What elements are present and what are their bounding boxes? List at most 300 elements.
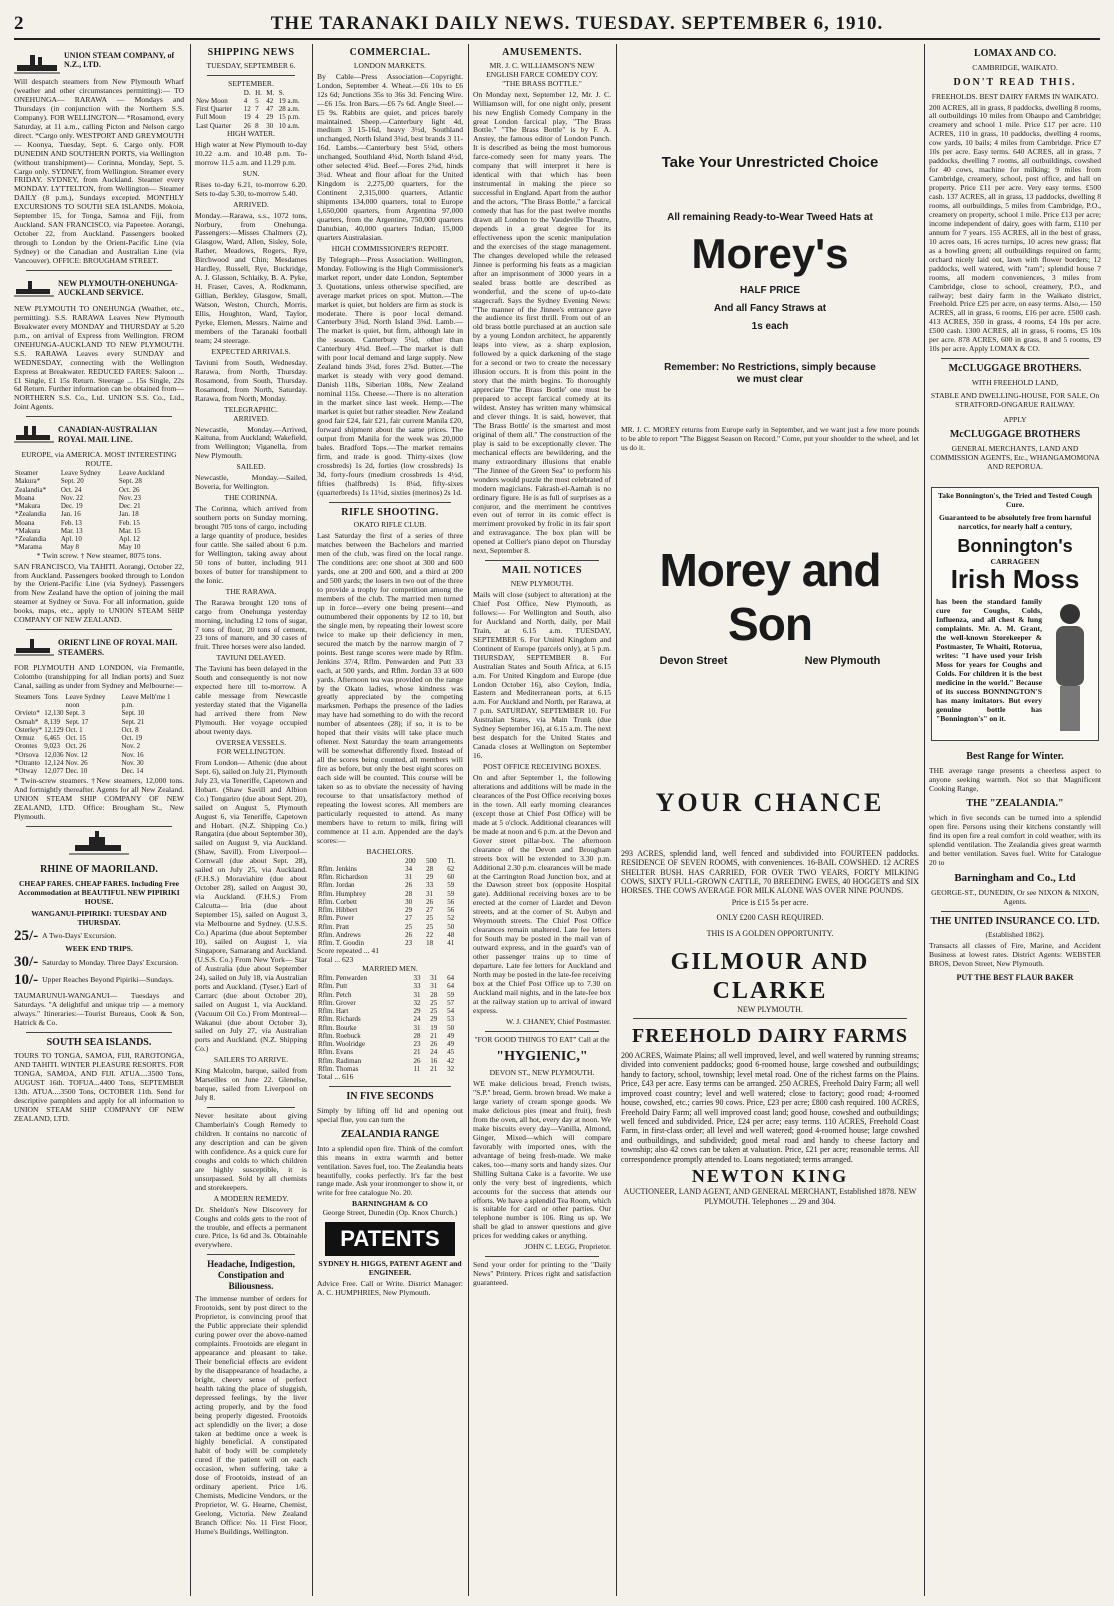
table-header-row (14, 693, 184, 710)
divider (941, 358, 1089, 359)
table-cell: *Makura (15, 502, 41, 511)
table-cell: *Otranto (15, 758, 40, 767)
good-things-line: "FOR GOOD THINGS TO EAT" Call at the (474, 1034, 610, 1044)
table-header-cell: M. (266, 88, 275, 97)
page-number: 2 (14, 13, 25, 34)
table-cell: 19 a.m. (278, 96, 300, 105)
table-cell: Full Moon (196, 113, 226, 122)
table-cell: 54 (447, 1007, 455, 1016)
canadian-sailings-table (14, 469, 184, 552)
table-cell: *Zealandia (15, 510, 47, 519)
bonnington-irish-moss: Irish Moss (950, 564, 1080, 595)
divider (207, 75, 295, 76)
table-cell: Rflm. Hart (318, 1007, 349, 1016)
rhine-heading: RHINE OF MAORILAND. (40, 864, 158, 876)
table-header-cell: Tons (44, 692, 58, 701)
table-cell: 25 (426, 922, 434, 931)
table-cell: Oct. 24 (60, 485, 82, 494)
table-cell: Osterley* (15, 725, 43, 734)
mccluggage-heading-2: McCLUGGAGE BROTHERS (949, 428, 1081, 440)
five-seconds-heading: IN FIVE SECONDS (346, 1091, 434, 1103)
hc-report-body: By Telegraph—Press Association. Wellington, Monday. Following is the High Commissioner's market report, under date London, September 3. Quotations, unless otherwise specified, are average market prices on spot. Mutton.—The market is quiet, but holders are firm as stock is moderate. There is poor local demand. Canterbury 3¾d, North Island 3⅝d. Lamb.—The market is quiet, but firm, although late in the season. Canterbury 5¼d, other than Canterbury 4¾d. Beef.—The market is dull with poor local demand and large supply. New Zealand hinds 3¼d, fores 2⅞d. Butter.—The market is steady with very good demand. Danish 118s, Siberian 108s, New Zealand nominal 115s. Cheese.—There is no alteration in the market since last week. Hemp.—The market is quiet but rather steadier. New Zealand good fair £24, fair £21, fair current Manila £20, forward shipment about the same prices. The output from Manila for the week was 20,000 bales. Bradford Tops.—The market remains firm, and trade is good. Thirty-sixes (low crossbreds) 1s 2d, forties (low crossbreds) 1s 3d, forty-fours (medium crossbreds 1s 4½d, fifties (halfbreds) 1s 8¼d, fifty-sixes (quarterbreds) 1s 11½d, sixties (merinos) 2s 1d. (317, 254, 463, 497)
table-cell: Orvieto* (15, 709, 40, 718)
table-cell: 64 (447, 982, 455, 991)
london-markets-heading: LONDON MARKETS. (353, 60, 427, 70)
table-row (317, 881, 463, 889)
modern-remedy-heading: A MODERN REMEDY. (213, 1193, 289, 1203)
bonnington-guarantee: Guaranteed to be absolutely free from harmful narcotics, for nearly half a century, (939, 513, 1091, 532)
table-cell: Sept. 21 (121, 717, 145, 726)
fare-price: 30/- (14, 954, 39, 971)
column-commercial (317, 44, 463, 1596)
table-cell: 24 (413, 1015, 421, 1024)
okato-body: Last Saturday the first of a series of three matches between the Bachelors and married men of the club, was fired on the local range. The conditions are: one shoot at 300 and 600 yards, one at 200 and 600, and a third at 200 and 500 yards; the losers in two out of the three to provide a trophy for competition among the members of the club. The married men turned up in force—every one being present—and outnumbered their opponents by 12 to 10, but the single men, by repeating their lowest score twice to make up their deficiency in men, secured the match by the narrow margin of 7 points. Best range scores were made by Rflm. Jenkins 37/4, Rflm. Penwarden and Putt 33 each, at 500 yards, and Rflm. Jordan 33 at 600 yards. Afternoon tea was provided on the range by the Okato ladies, whose kindness was greatly appreciated by the competing marksmen. Perhaps the presence of the ladies may have had something to do with the record number of absentees (28); if so, it is to be hoped that their visits will take place much oftener. Next Saturday the team arrangements will be somewhat differently fixed. Instead of all the scores being counted, all members will fire as before, but only the best eight scores on each side will be counted. This course will be taken so as to obviate the necessity of having recourse to that unsatisfactory method of repeating the lowest scores. All members are particularly requested to attend. As many members have to return to milk, firing will commence at 11 a.m. Appended are the day's scores:— (317, 531, 463, 845)
rifle-shooting-heading: RIFLE SHOOTING. (341, 506, 439, 518)
table-cell: Oct. 19 (121, 734, 143, 743)
mccluggage-line1: WITH FREEHOLD LAND, (971, 377, 1059, 387)
table-cell: 33 (413, 982, 421, 991)
table-row (317, 1015, 463, 1023)
column-land-ads (929, 44, 1101, 1596)
table-cell: 10 a.m. (278, 121, 300, 130)
table-cell: 28 (413, 1031, 421, 1040)
okato-heading: OKATO RIFLE CLUB. (353, 520, 427, 530)
mail-notices-subheading: NEW PLYMOUTH. (510, 579, 574, 589)
table-cell: 26 (405, 881, 413, 890)
table-cell: 12,077 (44, 767, 64, 776)
table-cell: 24 (430, 1048, 438, 1057)
table-row (317, 1048, 463, 1056)
table-row (14, 709, 184, 717)
bachelors-heading: BACHELORS. (366, 846, 414, 856)
best-range-name: THE "ZEALANDIA." (966, 798, 1064, 810)
bonnington-top: Take Bonnington's, the Tried and Tested Cough Cure. (937, 491, 1093, 510)
canadian-line-heading: CANADIAN-AUSTRALIAN ROYAL MAIL LINE. (58, 425, 158, 444)
divider (26, 629, 172, 630)
freehold-dairy-heading: FREEHOLD DAIRY FARMS (632, 1025, 908, 1048)
hygienic-address: DEVON ST., NEW PLYMOUTH. (489, 1068, 595, 1078)
table-cell: 59 (447, 889, 455, 898)
table-cell: Rflm. Woolridge (318, 1040, 366, 1049)
canadian-body: SAN FRANCISCO, Via TAHITI. Aorangi, October 22, from Auckland. Passengers booked through to London by the Orient-Pacific Line (via Sydney). Passengers from New Zealand have the option of joining the mail steamer at Sydney or Suva. For all information, guide books, maps, etc., apply to UNION STEAM SHIP COMPANY OF NEW ZEALAND. (14, 561, 184, 625)
table-row (317, 890, 463, 898)
united-insurance-established: (Established 1862). (985, 930, 1045, 940)
fare-price: 25/- (14, 927, 39, 944)
riverboat-icon (14, 831, 184, 860)
table-row (317, 898, 463, 906)
table-cell: 27 (405, 914, 413, 923)
patents-agent: SYDNEY H. HIGGS, PATENT AGENT and ENGINEER. (318, 1259, 462, 1278)
table-cell: 5 (255, 96, 259, 105)
best-range-body-2: which in five seconds can be turned into a splendid open fire. Persons using their kitchens constantly will find its open fire a real comfort in cold weather, with its splendid ventilation. The Zealandia gives great warmth and better ventilation. Saves fuel. Write for Catalogue 20 to (929, 812, 1101, 867)
morey-hats-ad (621, 154, 919, 668)
divider (207, 1107, 295, 1108)
bachelors-score-table (317, 857, 463, 948)
table-row (14, 718, 184, 726)
table-cell: 12 (243, 105, 251, 114)
table-cell: 12,130 (44, 709, 64, 718)
table-cell: Apl. 10 (60, 535, 82, 544)
september-heading: SEPTEMBER. (228, 78, 274, 88)
table-cell: May 10 (118, 543, 141, 552)
table-cell: 50 (447, 1023, 455, 1032)
moon-phase-table (195, 89, 307, 130)
table-row (317, 1024, 463, 1032)
table-header-cell: Steamers (15, 692, 41, 701)
table-cell: Osmah* (15, 717, 39, 726)
table-row (14, 519, 184, 527)
table-cell: 26 (405, 930, 413, 939)
newton-king-sub: AUCTIONEER, LAND AGENT, AND GENERAL MERCHANT, Established 1878. NEW PLYMOUTH. Telephones ... 29 and 304. (623, 1187, 917, 1206)
table-row (317, 1040, 463, 1048)
table-row (317, 982, 463, 990)
table-cell: Last Quarter (196, 121, 232, 130)
canadian-line-ad (14, 421, 184, 448)
sun-heading: SUN. (242, 168, 260, 178)
table-cell: Nov. 16 (121, 750, 144, 759)
column-rule (468, 44, 469, 1596)
table-header-row (317, 857, 463, 865)
morey-address (621, 655, 919, 668)
hygienic-proprietor: JOHN C. LEGG, Proprietor. (524, 1242, 611, 1252)
hygienic-name: "HYGIENIC," (496, 1048, 588, 1064)
telegraphic-arrived-heading: ARRIVED. (233, 413, 269, 423)
northern-service-ad (14, 275, 184, 302)
table-cell: First Quarter (196, 105, 232, 114)
divider (485, 560, 599, 561)
table-cell: Rflm. T. Goodin (318, 939, 365, 948)
barningham-address: George Street, Dunedin (Op. Knox Church.) (322, 1208, 458, 1218)
table-cell: Nov. 2 (121, 742, 141, 751)
morey-name: Morey's (691, 230, 849, 278)
printing-notice: Send your order for printing to the "Daily News" Printery. Prices right and satisfaction guaranteed. (473, 1260, 611, 1288)
brass-bottle-body: On Monday next, September 12, Mr. J. C. Williamson will, for one night only, present his new English Comedy Company in the great London farcical play, "The Brass Bottle." "The Brass Bottle" is by F. A. Anstey, the famous editor of London Punch. It is described as being the most humorous farce-comedy seen for many years. The company that will interpret it here is identical with that which has been instrumental in making the piece so successful in England. Apart from the author and the actors, "The Brass Bottle," a farcical comedy that has for the past twelve months drawn all London to the Vaudeville Theatre, depends in a great degree for its effectiveness upon the scenic manipulation and the exercises of the stage management. The changes developed while the released Jinnee is performing his feats as a magician after an imprisonment of 3000 years in a sealed brass bottle are described as wonderful, and the scene of up-to-date stagecraft. Says the Sydney Evening News: "The manner of the Jinnee's entrance gave the audience its first thrill. From out of an old brass bottle purchased at an auction sale by a young London architect, he apparently leaps into view, as a sharp explosion, followed by a quick darkening of the stage for a second or two to create the necessary illusion occurs. It is from this point in the story that the mirth begins. To thoroughly appreciate 'The Brass Bottle' one must be prepared to accept farcical comedy at its wildest. Anstey has written many whimsical and clever things. It is said, however, that 'The Brass Bottle' is the smartest and most original of them all." The construction of the play is said to be exceptionally clever. The mechanical effects are bewildering, and the many extraordinary illusions that enable "The Jinnee of the Green Sea" to perform his wonders would puzzle the most celebrated of modern magicians. Fakrash-el-Aamah is no ordinary figure. He is as full of surprises as a conjuror, and the merriment he contrives even out of terror in its comic effect is merriment provoked by frolic in its fair sport and extravagance. The box plan will be opened at Collier's piano depot on Thursday next, September 8. (473, 89, 611, 556)
table-row (14, 734, 184, 742)
hygienic-body: WE make delicious bread, French twists, "S.P." bread, Germ. brown bread. We make a large variety of cream sponge goods. We make delicious pies (meat and fruit), fresh from the oven, all hot, every day at noon. We make biscuits every day—Vanilla, Almond, Ginger, Mixed—which will compare favorably with imported ones, with the advantage of being fresh-made. We make cakes, too—many sorts and handy sizes. Our Shilling Sultana Cake is a favorite. We use only the very best of ingredients, which accounts for the success that attends our efforts. We have a splendid Tea Room, which is suitable for card or other parties. Our telephone number is 106. Ring us up. We shall be glad to answer questions and give prices for wedding cakes or anything. (473, 1079, 611, 1241)
table-cell: 4 (255, 113, 259, 122)
table-cell: Rflm. Grover (318, 998, 356, 1007)
table-cell: 29 (430, 1015, 438, 1024)
barningham-ltd: Barningham and Co., Ltd (954, 871, 1076, 884)
table-row (14, 535, 184, 543)
frootoids-heading: Headache, Indigestion, Constipation and Biliousness. (207, 1259, 295, 1291)
bonnington-brand: Bonnington's (957, 536, 1073, 557)
table-cell: 27 (426, 906, 434, 915)
morey-each: 1s each (751, 320, 789, 332)
morey-straws: And all Fancy Straws at (713, 302, 827, 314)
table-cell: 31 (426, 889, 434, 898)
lomax-body: 200 ACRES, all in grass, 8 paddocks, dwelling 8 rooms, all outbuildings 10 miles from Ohaupo and Cambridge; creamery and school 1 mile. Price £17 per acre. 110 ACRES, 110 in grass, 10 paddocks, dwelling 4 rooms, cow yards, 10 bails; 4 miles from Cambridge. Price £7 10s per acre. Easy terms. 640 ACRES, all in grass, 7 paddocks, dwelling 7 rooms, all outbuildings, cowshed for 40 cows, machine for milking; 9 miles from Cambridge, creamery, school, post office, and hall on property. Price £11 per acre. Very easy terms. £500 cash. 137 ACRES, all in grass, 13 paddocks, dwelling 8 rooms, all outbuildings, 5 miles from Cambridge, P.O., creamery on property, school 1 mile. Price £13 per acre; income independent of dairy, goes with farm, £110 per annum for 7 years. 155 ACRES, all in the best of grass, 10 acres oats, 16 acres turnips, 10 acres new grass; flat as a bowling green; all outbuildings required on farm; orchard nicely laid out, lawn with flower borders; 12 paddocks, well watered, with "ram"; splendid house 7 rooms, all modern conveniences, 3 miles from Cambridge, close to school, creamery, P.O., and railway; best dairy farm in the Waikato district, Freehold. Price £25 per acre, on easy terms. Also,— 150 ACRES, all in grass, 6 rooms, £16 per acre. £500 cash. 413 ACRES, 350 in grass, 4 rooms, £4 10s per acre. £500 cash. 1300 ACRES, all in grass, 6 rooms, £5 10s per acre. 878 ACRES, 600 in grass, 8 and 5 rooms, £9 10s per acre. Apply LOMAX & CO. (929, 102, 1101, 354)
northern-service-heading: NEW PLYMOUTH-ONEHUNGA-AUCKLAND SERVICE. (58, 279, 178, 298)
married-total: Total ... 616 (317, 1072, 354, 1082)
table-row (14, 510, 184, 518)
table-cell: 59 (447, 881, 455, 890)
table-cell: 6,465 (44, 734, 60, 743)
table-cell: Rflm. Hibbert (318, 906, 358, 915)
column-shipping-news (195, 44, 307, 1596)
date-line: TUESDAY, SEPTEMBER 6. (206, 60, 296, 70)
table-row (14, 767, 184, 775)
table-header-row (14, 469, 184, 477)
table-cell: Rflm. Petch (318, 990, 352, 999)
sailers-heading: SAILERS TO ARRIVE. (213, 1055, 289, 1065)
table-cell: 29 (266, 113, 274, 122)
table-header-cell (317, 857, 404, 865)
sailed-body: Newcastle, Monday.—Sailed, Boveria, for Wellington. (195, 473, 307, 492)
fare-row (14, 954, 184, 972)
modern-remedy-body: Dr. Sheldon's New Discovery for Coughs and colds gets to the root of the trouble, and effects a permanent cure. Price, 1s 6d and 3s. Obtainable everywhere. (195, 1204, 307, 1250)
table-row (14, 759, 184, 767)
table-row (14, 494, 184, 502)
divider (485, 1031, 599, 1032)
morey-street: Devon Street (659, 655, 728, 668)
woman-illustration-icon (1046, 596, 1094, 736)
table-row (317, 923, 463, 931)
expected-heading: EXPECTED ARRIVALS. (211, 346, 291, 356)
table-cell: 22 (426, 930, 434, 939)
divider (26, 416, 172, 417)
table-cell: Rflm. Putt (318, 982, 348, 991)
post-boxes-heading: POST OFFICE RECEIVING BOXES. (483, 762, 601, 772)
divider (26, 1032, 172, 1033)
fare-text: Upper Reaches Beyond Pipiriki—Sundays. (42, 975, 174, 985)
table-row (317, 865, 463, 873)
table-cell: Nov. 26 (65, 758, 88, 767)
table-cell: Sept. 10 (121, 709, 145, 718)
table-cell: 56 (447, 897, 455, 906)
table-row (317, 974, 463, 982)
orient-line-body: FOR PLYMOUTH AND LONDON, via Fremantle, Colombo (transhipping for all Indian ports) and Suez Canal, sailing as under from Sydney and Melbourne:— (14, 663, 184, 691)
orient-line-heading: ORIENT LINE OF ROYAL MAIL STEAMERS. (58, 638, 177, 657)
your-chance-body: 293 ACRES, splendid land, well fenced and subdivided into FOURTEEN paddocks. RESIDENCE OF SEVEN ROOMS, with conveniences. 16-BAIL COWSHED. 12 ACRES SHELTER BUSH. HAS CARRIED, FOR OVER TWO YEARS, FORTY MILKING COWS, SIXTY FULL-GROWN CATTLE, 70 BREEDING EWES, 40 HOGGETS and SIX HORSES. THE COWS AVERAGE FOR MILK ALONE WAS OVER NINE POUNDS. (621, 848, 919, 896)
mccluggage-line2: STABLE AND DWELLING-HOUSE, FOR SALE, On STRATFORD-ONGARUE RAILWAY. (930, 390, 1100, 409)
your-chance-cash: ONLY £200 CASH REQUIRED. (716, 913, 824, 923)
table-cell: 8,139 (44, 717, 60, 726)
table-cell: *Zealandia (15, 535, 47, 544)
table-cell: 25 (430, 1007, 438, 1016)
table-cell: 47 (266, 105, 274, 114)
table-header-cell: 200 (405, 856, 416, 865)
fare-text: Saturday to Monday. Three Days' Excursion. (42, 957, 179, 967)
masthead (14, 10, 1100, 40)
table-cell: May 8 (60, 543, 79, 552)
table-cell: 41 (447, 939, 455, 948)
table-cell: 28 (430, 990, 438, 999)
table-cell: 9,023 (44, 742, 60, 751)
table-header-cell: H. (255, 88, 262, 97)
table-cell: Moana (15, 518, 35, 527)
commercial-heading: COMMERCIAL. (349, 47, 431, 58)
table-cell: 31 (430, 982, 438, 991)
canadian-note: * Twin screw. † New steamer, 8075 tons. (36, 550, 162, 560)
table-cell: 33 (413, 974, 421, 983)
morey-and-son: Morey and Son (659, 543, 881, 650)
mail-notices-body: Mails will close (subject to alteration) at the Chief Post Office, New Plymouth, as follows:— For Wellington and South, also for Auckland and North, daily, per Mail Train, at 6.15 a.m. TUESDAY, SEPTEMBER 6. For United Kingdom and Continent of Europe (parcels only), at 5 p.m. THURSDAY, SEPTEMBER 8. For Australian States and South Africa, at 6.15 a.m. For United Kingdom and Europe (due London October 16), also Ceylon, India, Eastern and Mediterranean ports, at 6.15 a.m. For Auckland and North, per Rarawa, at 7 p.m. SATURDAY, SEPTEMBER 10. For Australian States, via Main Trunk (due Sydney September 16), at 6.15 a.m. The next best despatch for the United States and Canada closes at Wellington on September 16. (473, 589, 611, 761)
table-header-cell: 500 (426, 856, 437, 865)
table-cell: 26 (426, 897, 434, 906)
table-cell: Mar. 13 (60, 526, 83, 535)
table-row (317, 1057, 463, 1065)
taumarunui-body: TAUMARUNUI-WANGANUI— Tuesdays and Saturdays. "A delightful and unique trip — a memory always." Itineraries:—Tourist Bureaus, Cook & Son, Hatrick & Co. (14, 990, 184, 1027)
column-rule (616, 44, 617, 1596)
gilmour-clarke-address: NEW PLYMOUTH. (737, 1004, 803, 1014)
oversea-heading: OVERSEA VESSELS. (215, 737, 287, 747)
divider (485, 1256, 599, 1257)
newton-king-name: NEWTON KING (691, 1166, 849, 1187)
table-header-cell: Tl. (447, 856, 456, 865)
table-cell: 31 (405, 873, 413, 882)
table-cell: 49 (447, 1031, 455, 1040)
wanganui-heading: WANGANUI-PIPIRIKI: TUESDAY AND THURSDAY. (31, 908, 167, 927)
table-cell: 52 (447, 914, 455, 923)
table-cell: Rflm. Roebuck (318, 1031, 361, 1040)
sailers-body: King Malcolm, barque, sailed from Marseilles on June 22. Glenelse, barque, sailed from Liverpool on July 8. (195, 1066, 307, 1103)
northern-service-body: NEW PLYMOUTH TO ONEHUNGA (Weather, etc., permitting). S.S. RARAWA Leaves New Plymouth Breakwater every MONDAY and THURSDAY at 5.20 p.m., on arrival of Express from Wellington. FROM ONEHUNGA-AUCKLAND TO NEW PLYMOUTH. S.S. RARAWA Leaves every SUNDAY and WEDNESDAY, connecting with the Wellington Express at Breakwater. REDUCED FARES: Saloon ... £1 Single, £1 15s Return. Steerage ... 15s Single, 22s 6d Return. Further information can be obtained from— NORTHERN S.S. Co., Ltd. UNION S.S. Co., Ltd., Joint Agents. (14, 303, 184, 412)
married-score-table (317, 974, 463, 1073)
table-header-cell: S. (278, 88, 285, 97)
williamson-company: MR. J. C. WILLIAMSON'S NEW ENGLISH FARCE COMEDY COY. (486, 60, 598, 79)
table-cell: Zealandia* (15, 485, 47, 494)
table-cell: Rflm. Andrews (318, 930, 361, 939)
divider (26, 270, 172, 271)
divider (329, 502, 451, 503)
table-cell: 34 (405, 864, 413, 873)
lomax-heading: LOMAX AND CO. (974, 48, 1056, 59)
union-company-ad (14, 47, 184, 75)
table-cell: Rflm. Jenkins (318, 864, 357, 873)
high-water-heading: HIGH WATER. (227, 128, 275, 138)
sailed-heading: SAILED. (236, 462, 266, 472)
table-cell: 25 (405, 922, 413, 931)
mccluggage-apply: APPLY (1003, 414, 1027, 424)
table-cell: 32 (447, 1064, 455, 1073)
table-cell: Rflm. Power (318, 914, 354, 923)
frootoids-body: The immense number of orders for Frootoids, sent by post direct to the Proprietor, is convincing proof that the Public appreciate their splendid curing power over the above-named complaints. Frootoids are elegant in appearance and pleasant to take. Their beneficial effects are evident by the disappearance of headache, a bright, cheery sense of perfect health taking the place of sluggish, depressed feelings, by the liver acting properly, and by the food being properly digested. Frootoids act splendidly on the liver; a dose taken at bedtime once a week is highly beneficial. A constipated habit of body will be completely cured if the patient will on each occasion, when suffering, take a dose of Frootoids, instead of an ordinary aperient. Price 1/6. Chemists, Medicine Vendors, or the Proprietor, W. G. Hearne, Chemist, Geelong, Victoria. New Zealand Branch Office: No. 11 First Floor, Hume's Buildings, Wellington. (195, 1294, 307, 1536)
table-cell: Moana (15, 493, 35, 502)
canadian-line-subheading: EUROPE, via AMERICA. MOST INTERESTING ROUTE. (21, 450, 177, 469)
table-cell: Sept. 17 (65, 717, 89, 726)
table-cell: 50 (447, 922, 455, 931)
morey-headline: Take Your Unrestricted Choice (661, 154, 879, 171)
table-cell: 12,129 (44, 725, 64, 734)
table-cell: 31 (430, 974, 438, 983)
table-cell: 12,036 (44, 750, 64, 759)
united-insurance-heading: THE UNITED INSURANCE CO. LTD. (930, 915, 1100, 927)
table-row (14, 527, 184, 535)
bonnington-body: has been the standard family cure for Coughs, Colds, Influenza, and all chest & lung complaints. Mr. A. M. Grant, the well-known Storekeeper & Postmaster, Te Whaiti, Rotorua, writes: "I have used your Irish Moss for years for Coughs and Colds. For children it is the best medicine in the world." Because of its success BONNINGTON'S has many imitators. But every genuine bottle has "Bonnington's" on it. (936, 597, 1042, 723)
cough-remedy-ad: Never hesitate about giving Chamberlain's Cough Remedy to children. It contains no narcotic of any description and can be given with confidence. As a quick cure for coughs and colds to which children are highly susceptible, it is unsurpassed. Sold by all chemists and storekeepers. (195, 1111, 307, 1192)
expected-body: Taviuni from South, Wednesday. Rarawa, from North, Thursday. Rosamond, from South, Thursday. Rosamond, from North, Saturday. Rarawa, from North, Monday. (195, 357, 307, 403)
table-header-cell: Leave Melb'rne 1 p.m. (121, 692, 171, 710)
table-header-row (195, 89, 307, 97)
column-amusements (473, 44, 611, 1596)
bachelors-extra: Score repeated ... 41 (317, 946, 379, 956)
table-cell: Rflm. Evans (318, 1048, 353, 1057)
table-cell: 30 (266, 121, 274, 130)
table-cell: 45 (447, 1048, 455, 1057)
high-water-body: High water at New Plymouth to-day 10.22 a.m. and 10.48 p.m. To-morrow 11.5 a.m. and 11.29 p.m. (195, 139, 307, 167)
table-cell: Rflm. Pratt (318, 922, 350, 931)
table-cell: Feb. 15 (118, 518, 140, 527)
footer-ad-line: PUT THE BEST FLAUR BAKER (956, 973, 1074, 983)
table-cell: 64 (447, 974, 455, 983)
table-row (317, 873, 463, 881)
lomax-freeholds: FREEHOLDS. BEST DAIRY FARMS IN WAIKATO. (931, 91, 1099, 101)
table-cell: Rflm. Bourke (318, 1023, 357, 1032)
table-cell: Makura* (15, 477, 41, 486)
table-cell: 29 (413, 1007, 421, 1016)
arrived-body: Monday.—Rarawa, s.s., 1072 tons, Norbury, from Onehunga. Passengers:—Misses Chalmers (2), Glasgow, Ward, Allen, Sisley, Sole, Rather, Meadows, Rogers, Rye, Birchwood and Chin; Mesdames Hardley, Russell, Rye, Buckridge, A. J. Glasson, Schlaiky, B. A. Pyke, H. Fraser, Caves, A. Rodkmann, Gillian, Berkley, Glasgow, Small, Watson, Weston, Church, Morris, Ellis, Houghton, Ward, Taylor, Pyrke, Elemen, Messrs. Nairne and members of the Taranaki football team; 24 steerage. (195, 210, 307, 345)
table-cell: *Otway (15, 767, 38, 776)
table-cell: Rflm. Corbett (318, 897, 357, 906)
table-header-cell: Leave Sydney noon (65, 692, 106, 710)
table-cell: Nov. 23 (118, 493, 141, 502)
column-rule (312, 44, 313, 1596)
table-row (317, 999, 463, 1007)
table-cell: 29 (426, 873, 434, 882)
bonnington-ad (931, 487, 1099, 741)
best-range-heading: Best Range for Winter. (966, 751, 1064, 763)
table-cell: 21 (430, 1064, 438, 1073)
table-cell: 28 (426, 864, 434, 873)
table-row (14, 742, 184, 750)
bonnington-content (936, 596, 1094, 736)
table-cell: Rflm. Jordan (318, 881, 355, 890)
divider (941, 911, 1089, 912)
table-cell: *Makura (15, 526, 41, 535)
table-cell: 26 (430, 1040, 438, 1049)
table-cell: Jan. 18 (118, 510, 139, 519)
steamship-icon (14, 634, 54, 656)
orient-line-ad (14, 634, 184, 661)
table-row (14, 477, 184, 485)
fare-price: 10/- (14, 972, 39, 989)
table-cell: 18 (426, 939, 434, 948)
corinna-body: The Corinna, which arrived from southern ports on Sunday morning, brought 705 tons of cargo, including a large quantity of produce, besides four cattle. She sailed about 6 p.m. for Wellington, taking away about 50 tons of butter, including 911 boxes of butter for transhipment to the Ionic. (195, 504, 307, 585)
taviuni-heading: TAVIUNI DELAYED. (216, 653, 286, 663)
fare-row (14, 972, 184, 990)
married-heading: MARRIED MEN. (362, 964, 418, 974)
mail-notices-heading: MAIL NOTICES (501, 565, 583, 577)
morey-subline: All remaining Ready-to-Wear Tweed Hats at (667, 211, 873, 223)
table-cell: Rflm. Thomas (318, 1064, 359, 1073)
table-cell: 42 (266, 96, 274, 105)
table-cell: Mar. 15 (118, 526, 141, 535)
table-cell: Orontes (15, 742, 38, 751)
table-cell: 8 (255, 121, 259, 130)
table-row (317, 991, 463, 999)
steamship-icon (14, 275, 54, 297)
table-cell: Dec. 10 (65, 767, 88, 776)
table-cell: 62 (447, 864, 455, 873)
telegraphic-arrived-body: Newcastle, Monday.—Arrived, Kaituna, from Auckland; Wakefield, from Wellington; Viganella, from New Plymouth. (195, 424, 307, 461)
lomax-dont-read: DON'T READ THIS. (953, 76, 1077, 88)
table-cell: Oct. 26 (118, 485, 140, 494)
barningham-name: BARNINGHAM & CO (352, 1199, 428, 1209)
zealandia-range-body: Into a splendid open fire. Think of the comfort this means in extra warmth and better ventilation. Saves fuel, too. The Zealandia heats beautifully, cooks perfectly. It's far the best range made. Ask your ironmonger to show it, or write for free catalogue No. 20. (317, 1143, 463, 1198)
table-cell: Feb. 13 (60, 518, 82, 527)
table-cell: 21 (430, 1031, 438, 1040)
zealandia-range-heading: ZEALANDIA RANGE (340, 1128, 440, 1140)
table-header-cell: Steamer (15, 469, 38, 478)
table-cell: Rflm. Richardson (318, 873, 368, 882)
table-cell: 26 (243, 121, 251, 130)
table-row (14, 502, 184, 510)
barningham-ltd-address: GEORGE-ST., DUNEDIN, Or see NIXON & NIXON, Agents. (931, 887, 1099, 906)
table-cell: 19 (243, 113, 251, 122)
divider (207, 1254, 295, 1255)
oversea-body: From London— Athenic (due about Sept. 6), sailed on July 21, Plymouth July 23, via Teneriffe, Capetown and Hobart. (Shaw Savill and Albion Co.) Tongariro (due about Sept. 20), sailed on August 5, Plymouth August 6, via Teneriffe, Capetown and Hobart. (N.Z. Shipping Co.) Rangatira (due about September 30), sailed on August 9, via Auckland. (Shaw, Savill). From Liverpool— Cornwall (due about Sept. 28), sailed on July 25, via Auckland. (F.H.S.) Moraviahire (due about October 28), sailed on August 30, via Auckland. (F.H.S.) From Calcutta— Iria (due about September 15), sailed on August 3, via Melbourne and Sydney. (U.S.S. Co.) Aparima (due about September 10), sailed on August 1, via Singapore, Samarang and Auckland. (U.S.S. Co.) From New York— Star of Australia (due about September 24), sailed on July 18, via Australian ports and Auckland. (Tyser.) Earl of Carrarc (due about October 20), sailed on August 1, via Auckland. (Vacuum Oil Co.) From Montreal— Wakanui (due about October 3), sailed on July 27, via Australian ports and Auckland. (N.Z. Shipping Co.) (195, 757, 307, 1054)
